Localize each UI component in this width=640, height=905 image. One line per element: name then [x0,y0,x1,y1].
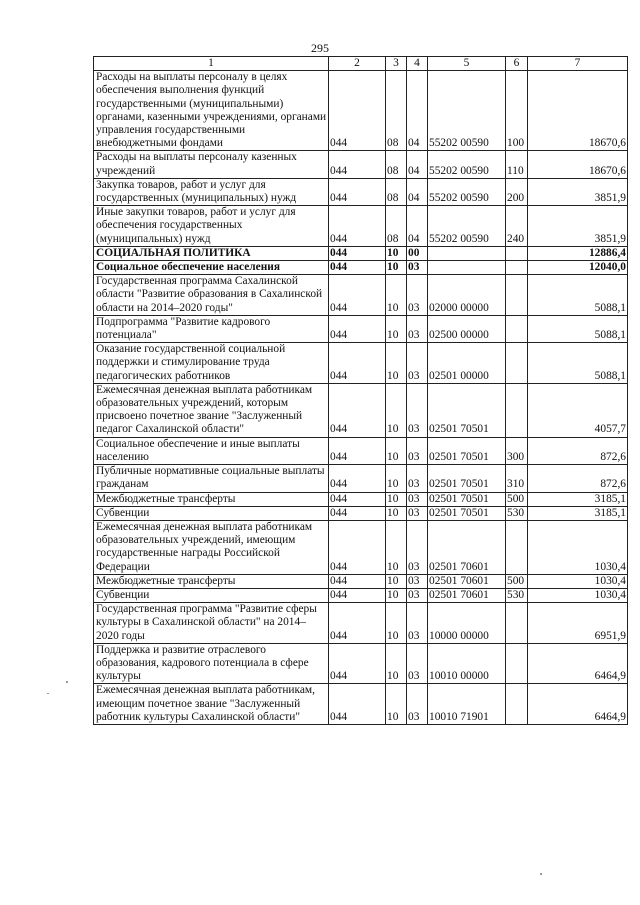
table-row [94,574,628,588]
admin-code-cell: 044 [329,343,386,384]
table-row [94,588,628,602]
table-row [94,178,628,205]
expense-type-cell [506,684,528,725]
header-cell: 7 [528,57,628,71]
expense-type-cell: 100 [506,71,528,151]
row-name-cell: Ежемесячная денежная выплата работникам образовательных учреждений, которым присвоено почетное звание "Заслуженный педагог Сахалинской области" [94,383,329,437]
target-article-cell: 02501 70501 [428,437,506,464]
section-cell: 10 [386,520,407,574]
header-cell: 4 [407,57,428,71]
table-row [94,275,628,316]
amount-cell: 18670,6 [528,71,628,151]
admin-code-cell: 044 [329,603,386,644]
admin-code-cell: 044 [329,71,386,151]
section-cell: 10 [386,275,407,316]
row-name-cell: Подпрограмма "Развитие кадрового потенциала" [94,315,329,342]
table-row [94,206,628,247]
admin-code-cell: 044 [329,506,386,520]
amount-cell: 3851,9 [528,206,628,247]
table-row [94,383,628,437]
header-cell: 6 [506,57,528,71]
target-article-cell: 02500 00000 [428,315,506,342]
budget-table [93,56,628,725]
table-row [94,520,628,574]
admin-code-cell: 044 [329,178,386,205]
expense-type-cell: 500 [506,574,528,588]
row-name-cell: Государственная программа Сахалинской области "Развитие образования в Сахалинской области на 2014–2020 годы" [94,275,329,316]
section-cell: 10 [386,574,407,588]
row-name-cell: Субвенции [94,588,329,602]
row-name-cell: Ежемесячная денежная выплата работникам, имеющим почетное звание "Заслуженный работник культуры Сахалинской области" [94,684,329,725]
target-article-cell: 10010 71901 [428,684,506,725]
target-article-cell: 55202 00590 [428,206,506,247]
subsection-cell: 04 [407,206,428,247]
table-row [94,151,628,178]
row-name-cell: Социальное обеспечение населения [94,261,329,275]
admin-code-cell: 044 [329,383,386,437]
expense-type-cell: 240 [506,206,528,247]
admin-code-cell: 044 [329,465,386,492]
table-row [94,684,628,725]
expense-type-cell [506,315,528,342]
expense-type-cell [506,261,528,275]
section-cell: 10 [386,343,407,384]
amount-cell: 18670,6 [528,151,628,178]
section-cell: 10 [386,492,407,506]
amount-cell: 5088,1 [528,343,628,384]
subsection-cell: 03 [407,603,428,644]
scan-speck [540,873,542,875]
subsection-cell: 03 [407,343,428,384]
admin-code-cell: 044 [329,275,386,316]
table-row [94,643,628,684]
scan-speck [47,693,49,694]
amount-cell: 1030,4 [528,588,628,602]
subsection-cell: 04 [407,178,428,205]
expense-type-cell [506,275,528,316]
row-name-cell: Оказание государственной социальной поддержки и стимулирование труда педагогических работников [94,343,329,384]
section-cell: 08 [386,178,407,205]
row-name-cell: Межбюджетные трансферты [94,492,329,506]
amount-cell: 5088,1 [528,275,628,316]
table-row [94,261,628,275]
admin-code-cell: 044 [329,151,386,178]
section-cell: 10 [386,643,407,684]
section-cell: 08 [386,206,407,247]
expense-type-cell: 500 [506,492,528,506]
amount-cell: 3851,9 [528,178,628,205]
subsection-cell: 03 [407,275,428,316]
admin-code-cell: 044 [329,206,386,247]
header-cell: 2 [329,57,386,71]
amount-cell: 12886,4 [528,246,628,260]
subsection-cell: 00 [407,246,428,260]
table-row [94,603,628,644]
section-cell: 10 [386,603,407,644]
amount-cell: 872,6 [528,465,628,492]
subsection-cell: 03 [407,261,428,275]
section-cell: 10 [386,684,407,725]
row-name-cell: Иные закупки товаров, работ и услуг для обеспечения государственных (муниципальных) нужд [94,206,329,247]
admin-code-cell: 044 [329,588,386,602]
target-article-cell [428,246,506,260]
target-article-cell: 55202 00590 [428,178,506,205]
expense-type-cell [506,520,528,574]
header-cell: 5 [428,57,506,71]
target-article-cell: 02501 70601 [428,588,506,602]
expense-type-cell: 530 [506,506,528,520]
amount-cell: 3185,1 [528,506,628,520]
row-name-cell: Субвенции [94,506,329,520]
target-article-cell: 02501 70601 [428,520,506,574]
amount-cell: 4057,7 [528,383,628,437]
subsection-cell: 03 [407,684,428,725]
expense-type-cell: 300 [506,437,528,464]
subsection-cell: 03 [407,643,428,684]
subsection-cell: 03 [407,588,428,602]
section-cell: 10 [386,437,407,464]
row-name-cell: СОЦИАЛЬНАЯ ПОЛИТИКА [94,246,329,260]
subsection-cell: 03 [407,492,428,506]
amount-cell: 5088,1 [528,315,628,342]
section-cell: 10 [386,506,407,520]
section-cell: 08 [386,71,407,151]
row-name-cell: Закупка товаров, работ и услуг для государственных (муниципальных) нужд [94,178,329,205]
expense-type-cell [506,603,528,644]
section-cell: 08 [386,151,407,178]
expense-type-cell [506,643,528,684]
amount-cell: 872,6 [528,437,628,464]
amount-cell: 6464,9 [528,643,628,684]
expense-type-cell [506,343,528,384]
admin-code-cell: 044 [329,246,386,260]
amount-cell: 6464,9 [528,684,628,725]
admin-code-cell: 044 [329,520,386,574]
target-article-cell: 02501 70601 [428,574,506,588]
expense-type-cell [506,383,528,437]
target-article-cell: 02501 70501 [428,506,506,520]
table-row [94,315,628,342]
target-article-cell: 55202 00590 [428,71,506,151]
header-cell: 3 [386,57,407,71]
subsection-cell: 03 [407,315,428,342]
subsection-cell: 04 [407,151,428,178]
section-cell: 10 [386,383,407,437]
admin-code-cell: 044 [329,437,386,464]
header-cell: 1 [94,57,329,71]
admin-code-cell: 044 [329,492,386,506]
expense-type-cell: 310 [506,465,528,492]
amount-cell: 6951,9 [528,603,628,644]
subsection-cell: 03 [407,437,428,464]
table-row [94,492,628,506]
table-row [94,506,628,520]
header-row [94,57,628,71]
admin-code-cell: 044 [329,643,386,684]
amount-cell: 3185,1 [528,492,628,506]
admin-code-cell: 044 [329,574,386,588]
row-name-cell: Ежемесячная денежная выплата работникам образовательных учреждений, имеющим государственные награды Российской Федерации [94,520,329,574]
admin-code-cell: 044 [329,315,386,342]
target-article-cell [428,261,506,275]
target-article-cell: 10000 00000 [428,603,506,644]
admin-code-cell: 044 [329,261,386,275]
row-name-cell: Межбюджетные трансферты [94,574,329,588]
subsection-cell: 03 [407,383,428,437]
section-cell: 10 [386,261,407,275]
amount-cell: 12040,0 [528,261,628,275]
page-number: 295 [311,41,329,55]
table-row [94,246,628,260]
table-row [94,343,628,384]
row-name-cell: Социальное обеспечение и иные выплаты населению [94,437,329,464]
target-article-cell: 02501 70501 [428,492,506,506]
amount-cell: 1030,4 [528,520,628,574]
scan-speck [66,681,68,683]
target-article-cell: 02501 00000 [428,343,506,384]
subsection-cell: 04 [407,71,428,151]
expense-type-cell: 110 [506,151,528,178]
row-name-cell: Расходы на выплаты персоналу в целях обеспечения выполнения функций государственными (муниципальными) органами, казенными учреждениями, органами управления государственными внебюджетными фондами [94,71,329,151]
amount-cell: 1030,4 [528,574,628,588]
target-article-cell: 10010 00000 [428,643,506,684]
subsection-cell: 03 [407,465,428,492]
admin-code-cell: 044 [329,684,386,725]
expense-type-cell: 530 [506,588,528,602]
target-article-cell: 02000 00000 [428,275,506,316]
expense-type-cell: 200 [506,178,528,205]
row-name-cell: Расходы на выплаты персоналу казенных учреждений [94,151,329,178]
row-name-cell: Поддержка и развитие отраслевого образования, кадрового потенциала в сфере культуры [94,643,329,684]
subsection-cell: 03 [407,520,428,574]
row-name-cell: Государственная программа "Развитие сферы культуры в Сахалинской области" на 2014–2020 годы [94,603,329,644]
section-cell: 10 [386,588,407,602]
target-article-cell: 02501 70501 [428,383,506,437]
section-cell: 10 [386,315,407,342]
table-row [94,71,628,151]
subsection-cell: 03 [407,574,428,588]
subsection-cell: 03 [407,506,428,520]
section-cell: 10 [386,246,407,260]
target-article-cell: 02501 70501 [428,465,506,492]
section-cell: 10 [386,465,407,492]
target-article-cell: 55202 00590 [428,151,506,178]
expense-type-cell [506,246,528,260]
table-row [94,465,628,492]
table-row [94,437,628,464]
row-name-cell: Публичные нормативные социальные выплаты гражданам [94,465,329,492]
